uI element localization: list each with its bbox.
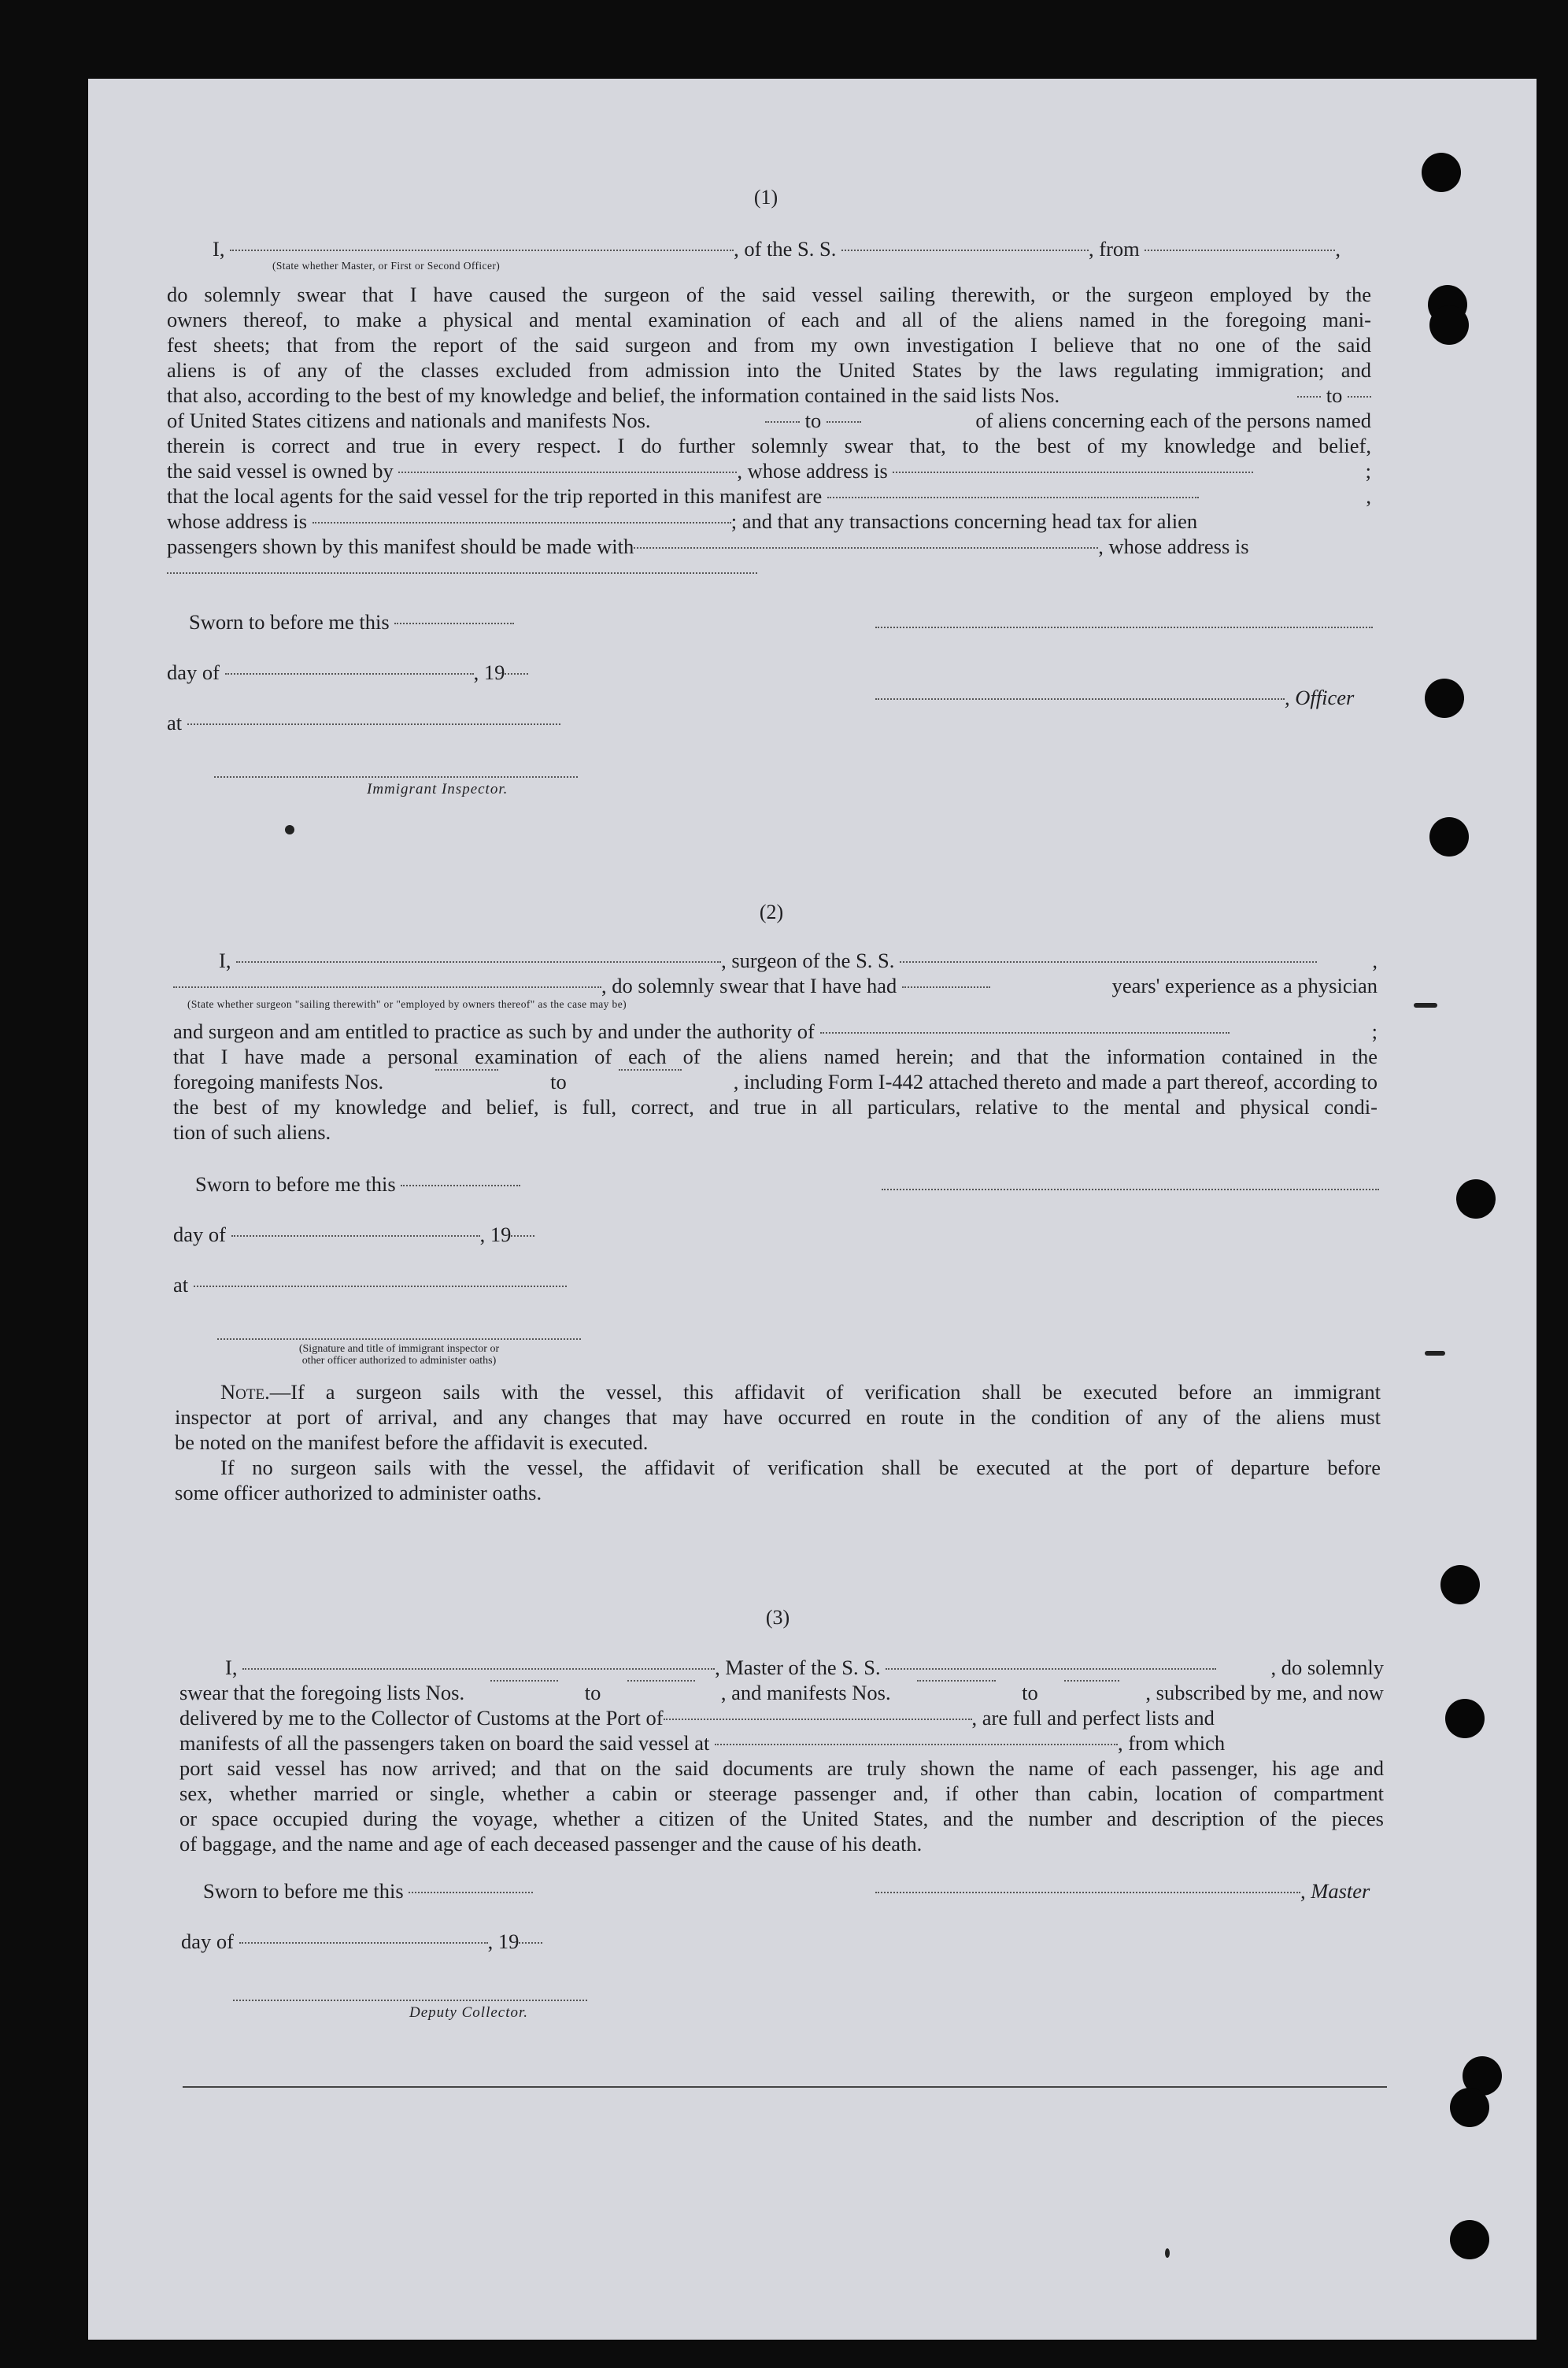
note-block: Note.—If a surgeon sails with the vessel, this affidavit of verification shall be executed before an immigrant inspector at port of arrival, and any changes that may have occurred en route in the condition of any of the aliens must be noted on the manifest before the affidavit is executed. If no surgeon sails with the vessel, the affidavit of verification shall be executed at the port of departure before some officer authorized to administer oaths.	[175, 1380, 1381, 1504]
vessel-owner-field[interactable]	[398, 472, 737, 473]
sworn-year-field[interactable]	[505, 673, 528, 675]
section1-line-1: I, , of the S. S. , from ,	[213, 237, 1341, 261]
master-vessel-field[interactable]	[886, 1668, 1216, 1670]
manifests-to-field[interactable]	[827, 421, 861, 423]
section1-body: do solemnly swear that I have caused the surgeon of the said vessel sailing therewith, or the surgeon employed by the owners thereof, to make a physical and mental examination of each and all of the aliens named in the foregoing mani- fest sheets; that from the report of the said surgeon and from my own investigation I believe that no one of the said aliens is of any of the classes excluded from admission into the United States by the laws regulating immigration; and that also, according to the best of my knowledge and belief, the information contained in the said lists Nos. to of United States citizens and nationals and manifests Nos. to of aliens concerning each of the persons named therein is correct and true in every respect. I do further solemnly swear that, to the best of my knowledge and belief, the said vessel is owned by , whose address is ; that the local agents for the said vessel for the trip reported in this manifest are , whose address is ; and that any transactions concerning head tax for alien passengers shown by this manifest should be made with , whose address is	[167, 282, 1371, 584]
vessel-name-field[interactable]	[841, 250, 1089, 251]
binder-hole	[1422, 153, 1461, 192]
bottom-rule	[183, 2086, 1387, 2088]
section-number: (1)	[753, 186, 778, 209]
paper-speck	[1414, 1003, 1437, 1008]
section2-sworn: Sworn to before me this	[195, 1171, 520, 1197]
lists-to-field[interactable]	[1348, 396, 1371, 398]
sworn-day-field[interactable]	[394, 623, 514, 624]
departure-port-field[interactable]	[1145, 250, 1335, 251]
paper-speck	[285, 825, 294, 834]
section2-body-cont: and surgeon and am entitled to practice as such by and under the authority of ; that I have made a personal examination of each of the aliens named herein; and that the information contained in the foregoing manifests Nos. to , including Form I-442 attached thereto and made a part thereof, according to the best of my knowledge and belief, is full, correct, and true in all particulars, relative to the mental and physical condi- tion of such aliens.	[173, 1019, 1378, 1144]
sworn-month-field[interactable]	[239, 1942, 488, 1944]
master-lists-from-field[interactable]	[490, 1680, 558, 1682]
binder-hole	[1429, 305, 1469, 345]
sworn-place-field[interactable]	[194, 1286, 567, 1287]
section-number: (2)	[759, 901, 784, 923]
master-manifests-to-field[interactable]	[1064, 1680, 1119, 1682]
deputy-collector-caption: Deputy Collector.	[409, 2004, 529, 2021]
section2-day-of: day of , 19	[173, 1222, 534, 1247]
sworn-day-field[interactable]	[409, 1892, 533, 1893]
section1-sworn: Sworn to before me this	[189, 609, 514, 635]
binder-hole	[1429, 817, 1469, 857]
inspector-signature-line[interactable]	[214, 776, 578, 778]
lists-from-field[interactable]	[1297, 396, 1321, 398]
binder-hole	[1450, 2220, 1489, 2259]
section1-officer: , Officer	[875, 685, 1354, 710]
officer-title-field[interactable]	[875, 698, 1285, 700]
binder-hole	[1425, 679, 1464, 718]
surgeon-signature-line[interactable]	[882, 1189, 1379, 1190]
section3-sworn: Sworn to before me this	[203, 1878, 533, 1904]
sworn-year-field[interactable]	[519, 1942, 542, 1944]
local-agents-field[interactable]	[827, 497, 1199, 498]
section-number: (3)	[765, 1606, 790, 1629]
master-name-field[interactable]	[242, 1668, 715, 1670]
customs-port-field[interactable]	[664, 1719, 972, 1720]
head-tax-party-field[interactable]	[634, 547, 1098, 549]
sworn-place-field[interactable]	[187, 723, 560, 725]
surgeon-role-caption: (State whether surgeon "sailing therewith" or "employed by owners thereof" as the case may be)	[187, 998, 627, 1010]
section3-day-of: day of , 19	[181, 1929, 542, 1954]
binder-hole	[1440, 1565, 1480, 1604]
section2-at: at	[173, 1272, 567, 1297]
master-manifests-from-field[interactable]	[917, 1680, 996, 1682]
sworn-day-field[interactable]	[401, 1185, 520, 1186]
paper-speck	[1165, 2248, 1170, 2258]
agents-address-field[interactable]	[312, 522, 731, 524]
deputy-collector-signature-line[interactable]	[233, 2000, 587, 2001]
surgeon-manifests-to-field[interactable]	[619, 1069, 682, 1071]
boarding-port-field[interactable]	[715, 1744, 1118, 1745]
binder-hole	[1456, 1179, 1496, 1219]
head-tax-address-field[interactable]	[167, 572, 757, 574]
inspector-signature-caption: (Signature and title of immigrant inspector or other officer authorized to administer oaths)	[298, 1343, 500, 1367]
sworn-month-field[interactable]	[225, 673, 474, 675]
section3-master: , Master	[875, 1878, 1370, 1904]
section1-day-of: day of , 19	[167, 660, 528, 685]
master-signature-line[interactable]	[875, 1892, 1300, 1893]
inspector-signature-line[interactable]	[217, 1338, 581, 1340]
inspector-caption: Immigrant Inspector.	[367, 781, 508, 797]
surgeon-manifests-from-field[interactable]	[435, 1069, 498, 1071]
officer-name-field[interactable]	[230, 250, 734, 251]
section2-body: I, , surgeon of the S. S. , , do solemnly swear that I have had years' experience as a physician	[173, 948, 1378, 998]
practice-authority-field[interactable]	[820, 1032, 1230, 1034]
manifests-from-field[interactable]	[765, 421, 800, 423]
surgeon-vessel-field[interactable]	[900, 961, 1317, 963]
officer-signature-line[interactable]	[875, 627, 1373, 628]
surgeon-role-field[interactable]	[173, 986, 601, 988]
surgeon-name-field[interactable]	[236, 961, 721, 963]
master-lists-to-field[interactable]	[627, 1680, 695, 1682]
binder-hole	[1445, 1699, 1485, 1738]
owner-address-field[interactable]	[893, 472, 1253, 473]
section1-at: at	[167, 710, 560, 735]
officer-rank-caption: (State whether Master, or First or Second Officer)	[272, 260, 501, 272]
sworn-year-field[interactable]	[511, 1235, 534, 1237]
paper-speck	[1425, 1351, 1445, 1356]
section3-body: I, , Master of the S. S. , do solemnly swear that the foregoing lists Nos. to , and manifests Nos. to , subscribed by me, and now delivered by me to the Collector of Customs at the Port of , are full and perfect lists and manifests of all the passengers taken on board the said vessel at , from which port said vessel has now arrived; and that on the said documents are truly shown the name of each passenger, his age and sex, whether married or single, whether a cabin or steerage passenger and, if other than cabin, location of compartment or space occupied during the voyage, whether a citizen of the United States, and the number and description of the pieces of baggage, and the name and age of each deceased passenger and the cause of his death.	[179, 1656, 1384, 1856]
binder-hole	[1450, 2088, 1489, 2127]
sworn-month-field[interactable]	[231, 1235, 480, 1237]
years-experience-field[interactable]	[902, 986, 990, 988]
